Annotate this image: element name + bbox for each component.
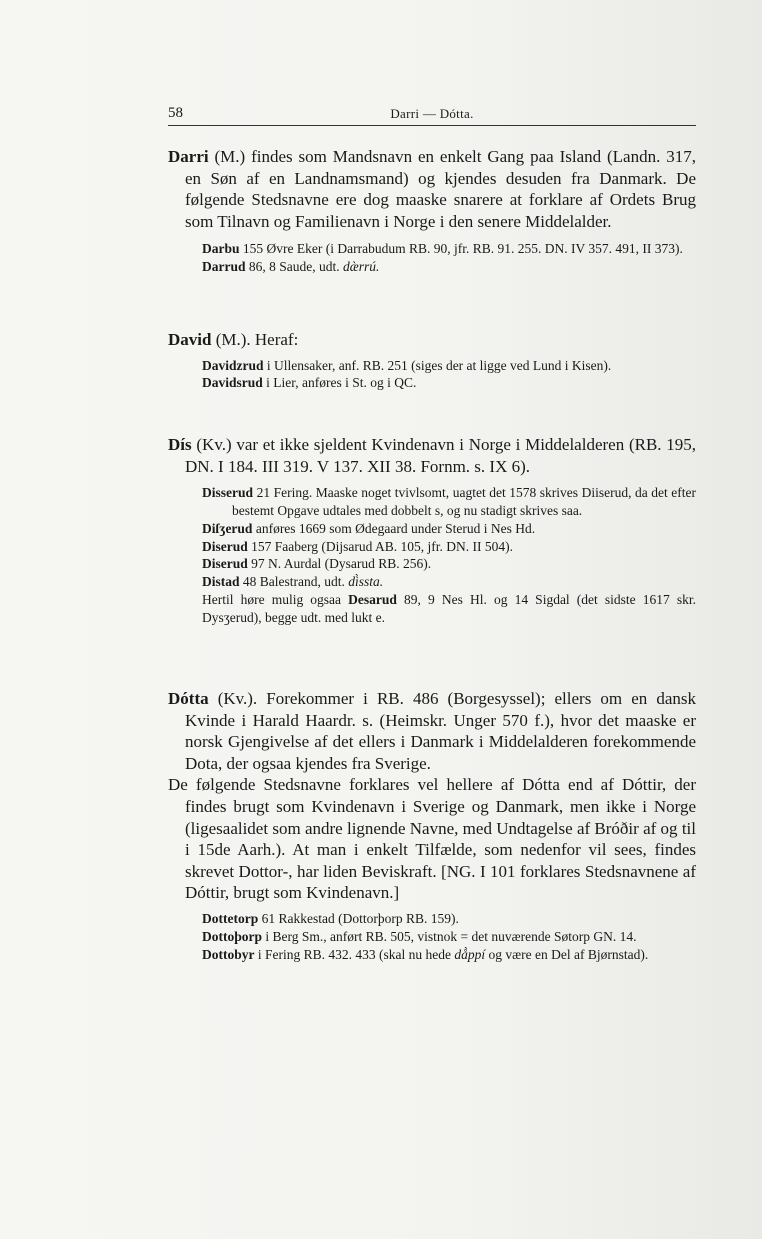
entry-david xyxy=(168,329,696,392)
entry-body: (Kv.) var et ikke sjeldent Kvindenavn i Norge i Middelalderen (RB. 195, DN. I 184. III 319. V 137. XII 38. Fornm. s. IX 6). xyxy=(185,435,697,476)
sub-entry-name: Distad xyxy=(202,574,240,590)
sub-entry-text: anføres 1669 som Ødegaard under Sterud i Nes Hd. xyxy=(255,520,536,536)
sub-entry-text: i Ullensaker, anf. RB. 251 (siges der at ligge ved Lund i Kisen). xyxy=(266,357,612,373)
sub-entry-text: 86, 8 Saude, udt. xyxy=(248,259,340,275)
sub-entry-name: Desarud xyxy=(348,591,397,607)
sub-entry xyxy=(168,240,696,258)
entry-darri xyxy=(168,146,696,276)
sub-entry xyxy=(168,374,696,392)
sub-entry xyxy=(168,357,696,375)
sub-entry-text: i Fering RB. 432. 433 (skal nu hede xyxy=(257,946,451,962)
sub-entry xyxy=(168,538,696,556)
sub-entry-text: 48 Balestrand, udt. xyxy=(242,574,345,590)
entry-head: Dís xyxy=(168,435,192,454)
sub-entry xyxy=(168,946,696,964)
sub-entry-name: Dottobyr xyxy=(202,946,255,962)
entry-text xyxy=(168,434,696,477)
hertil-post: 89, 9 Nes Hl. og 14 Sigdal (det sidste 1617 skr. Dysʒerud), begge udt. med lukt e. xyxy=(202,591,696,625)
sub-entry-text: i Berg Sm., anført RB. 505, vistnok = det nuværende Søtorp GN. 14. xyxy=(265,928,637,944)
entry-body: (Kv.). Forekommer i RB. 486 (Borgesyssel); ellers om en dansk Kvinde i Harald Haardr. s. (Heimskr. Unger 570 f.), hvor det maaske er norsk Gjengivelse af det ellers i Danmark i Middelalderen forekommende Dota, der ogsaa kjendes fra Sverige. xyxy=(185,689,696,773)
page-header xyxy=(168,103,696,126)
sub-entry xyxy=(168,910,696,928)
hertil-pre: Hertil høre mulig ogsaa xyxy=(202,591,342,607)
entry-head: Dótta xyxy=(168,689,209,708)
sub-entry xyxy=(168,555,696,573)
entry-dis xyxy=(168,434,696,627)
sub-entry xyxy=(168,484,696,520)
sub-entry-name: Disserud xyxy=(202,485,254,501)
sub-entry-hertil xyxy=(168,591,696,627)
sub-entry-text: 155 Øvre Eker (i Darrabudum RB. 90, jfr. RB. 91. 255. DN. IV 357. 491, II 373). xyxy=(242,241,683,257)
pronunciation: dæ̀rrú. xyxy=(343,259,380,275)
entry-text xyxy=(168,329,696,351)
sub-entry-text: i Lier, anføres i St. og i QC. xyxy=(266,375,417,391)
sub-entry-name: Diſʒerud xyxy=(202,520,253,536)
entry-text xyxy=(168,688,696,774)
sub-entry-name: Dottoþorp xyxy=(202,928,262,944)
sub-entry xyxy=(168,258,696,276)
sub-entry-text-end: og være en Del af Bjørnstad). xyxy=(488,946,649,962)
sub-entry-name: Dottetorp xyxy=(202,910,259,926)
sub-entry xyxy=(168,573,696,591)
sub-entry-text: 21 Fering. Maaske noget tvivlsomt, uagtet det 1578 skrives Diiserud, da det efter bestemt Opgave udtales med dobbelt s, og nu stadigt skrives saa. xyxy=(232,485,697,518)
entry-head: Darri xyxy=(168,147,209,166)
entry-body: (M.). Heraf: xyxy=(215,330,299,349)
sub-entry-name: Davidsrud xyxy=(202,375,263,391)
sub-entry-text: 61 Rakkestad (Dottorþorp RB. 159). xyxy=(261,910,459,926)
entry-head: David xyxy=(168,330,212,349)
sub-entry xyxy=(168,928,696,946)
entry-paragraph-2: De følgende Stedsnavne forklares vel hellere af Dótta end af Dóttir, der findes brugt som Kvindenavn i Sverige og Danmark, men ikke i Norge (ligesaalidet som andre lignende Navne, med Undtagelse af Bróðir af og til i 15de Aarh.). At man i enkelt Tilfælde, som nedenfor vil sees, findes skrevet Dottor-, har liden Beviskraft. [NG. I 101 forklares Stedsnavnene af Dóttir, brugt som Kvindenavn.] xyxy=(168,775,696,903)
entry-text xyxy=(168,146,696,232)
sub-entry-name: Diserud xyxy=(202,538,248,554)
page-number: 58 xyxy=(168,105,183,121)
sub-entry-name: Darrud xyxy=(202,259,246,275)
sub-entry-text: 97 N. Aurdal (Dysarud RB. 256). xyxy=(251,556,432,572)
pronunciation: då̀ppí xyxy=(454,946,486,962)
sub-entry xyxy=(168,520,696,538)
entry-body: (M.) findes som Mandsnavn en enkelt Gang paa Island (Landn. 317, en Søn af en Landnamsmand) og kjendes desuden fra Danmark. De følgende Stedsnavne ere dog maaske snarere at forklare af Ordets Brug som Tilnavn og Familienavn i Norge i den senere Middelalder. xyxy=(185,147,697,231)
entry-dotta xyxy=(168,688,696,963)
sub-entry-name: Diserud xyxy=(202,556,248,572)
sub-entry-name: Darbu xyxy=(202,241,240,257)
running-title: Darri — Dótta. xyxy=(390,106,474,121)
sub-entry-name: Davidzrud xyxy=(202,357,264,373)
sub-entry-text: 157 Faaberg (Dijsarud AB. 105, jfr. DN. II 504). xyxy=(251,538,513,554)
pronunciation: dì̀ssta. xyxy=(348,574,384,590)
